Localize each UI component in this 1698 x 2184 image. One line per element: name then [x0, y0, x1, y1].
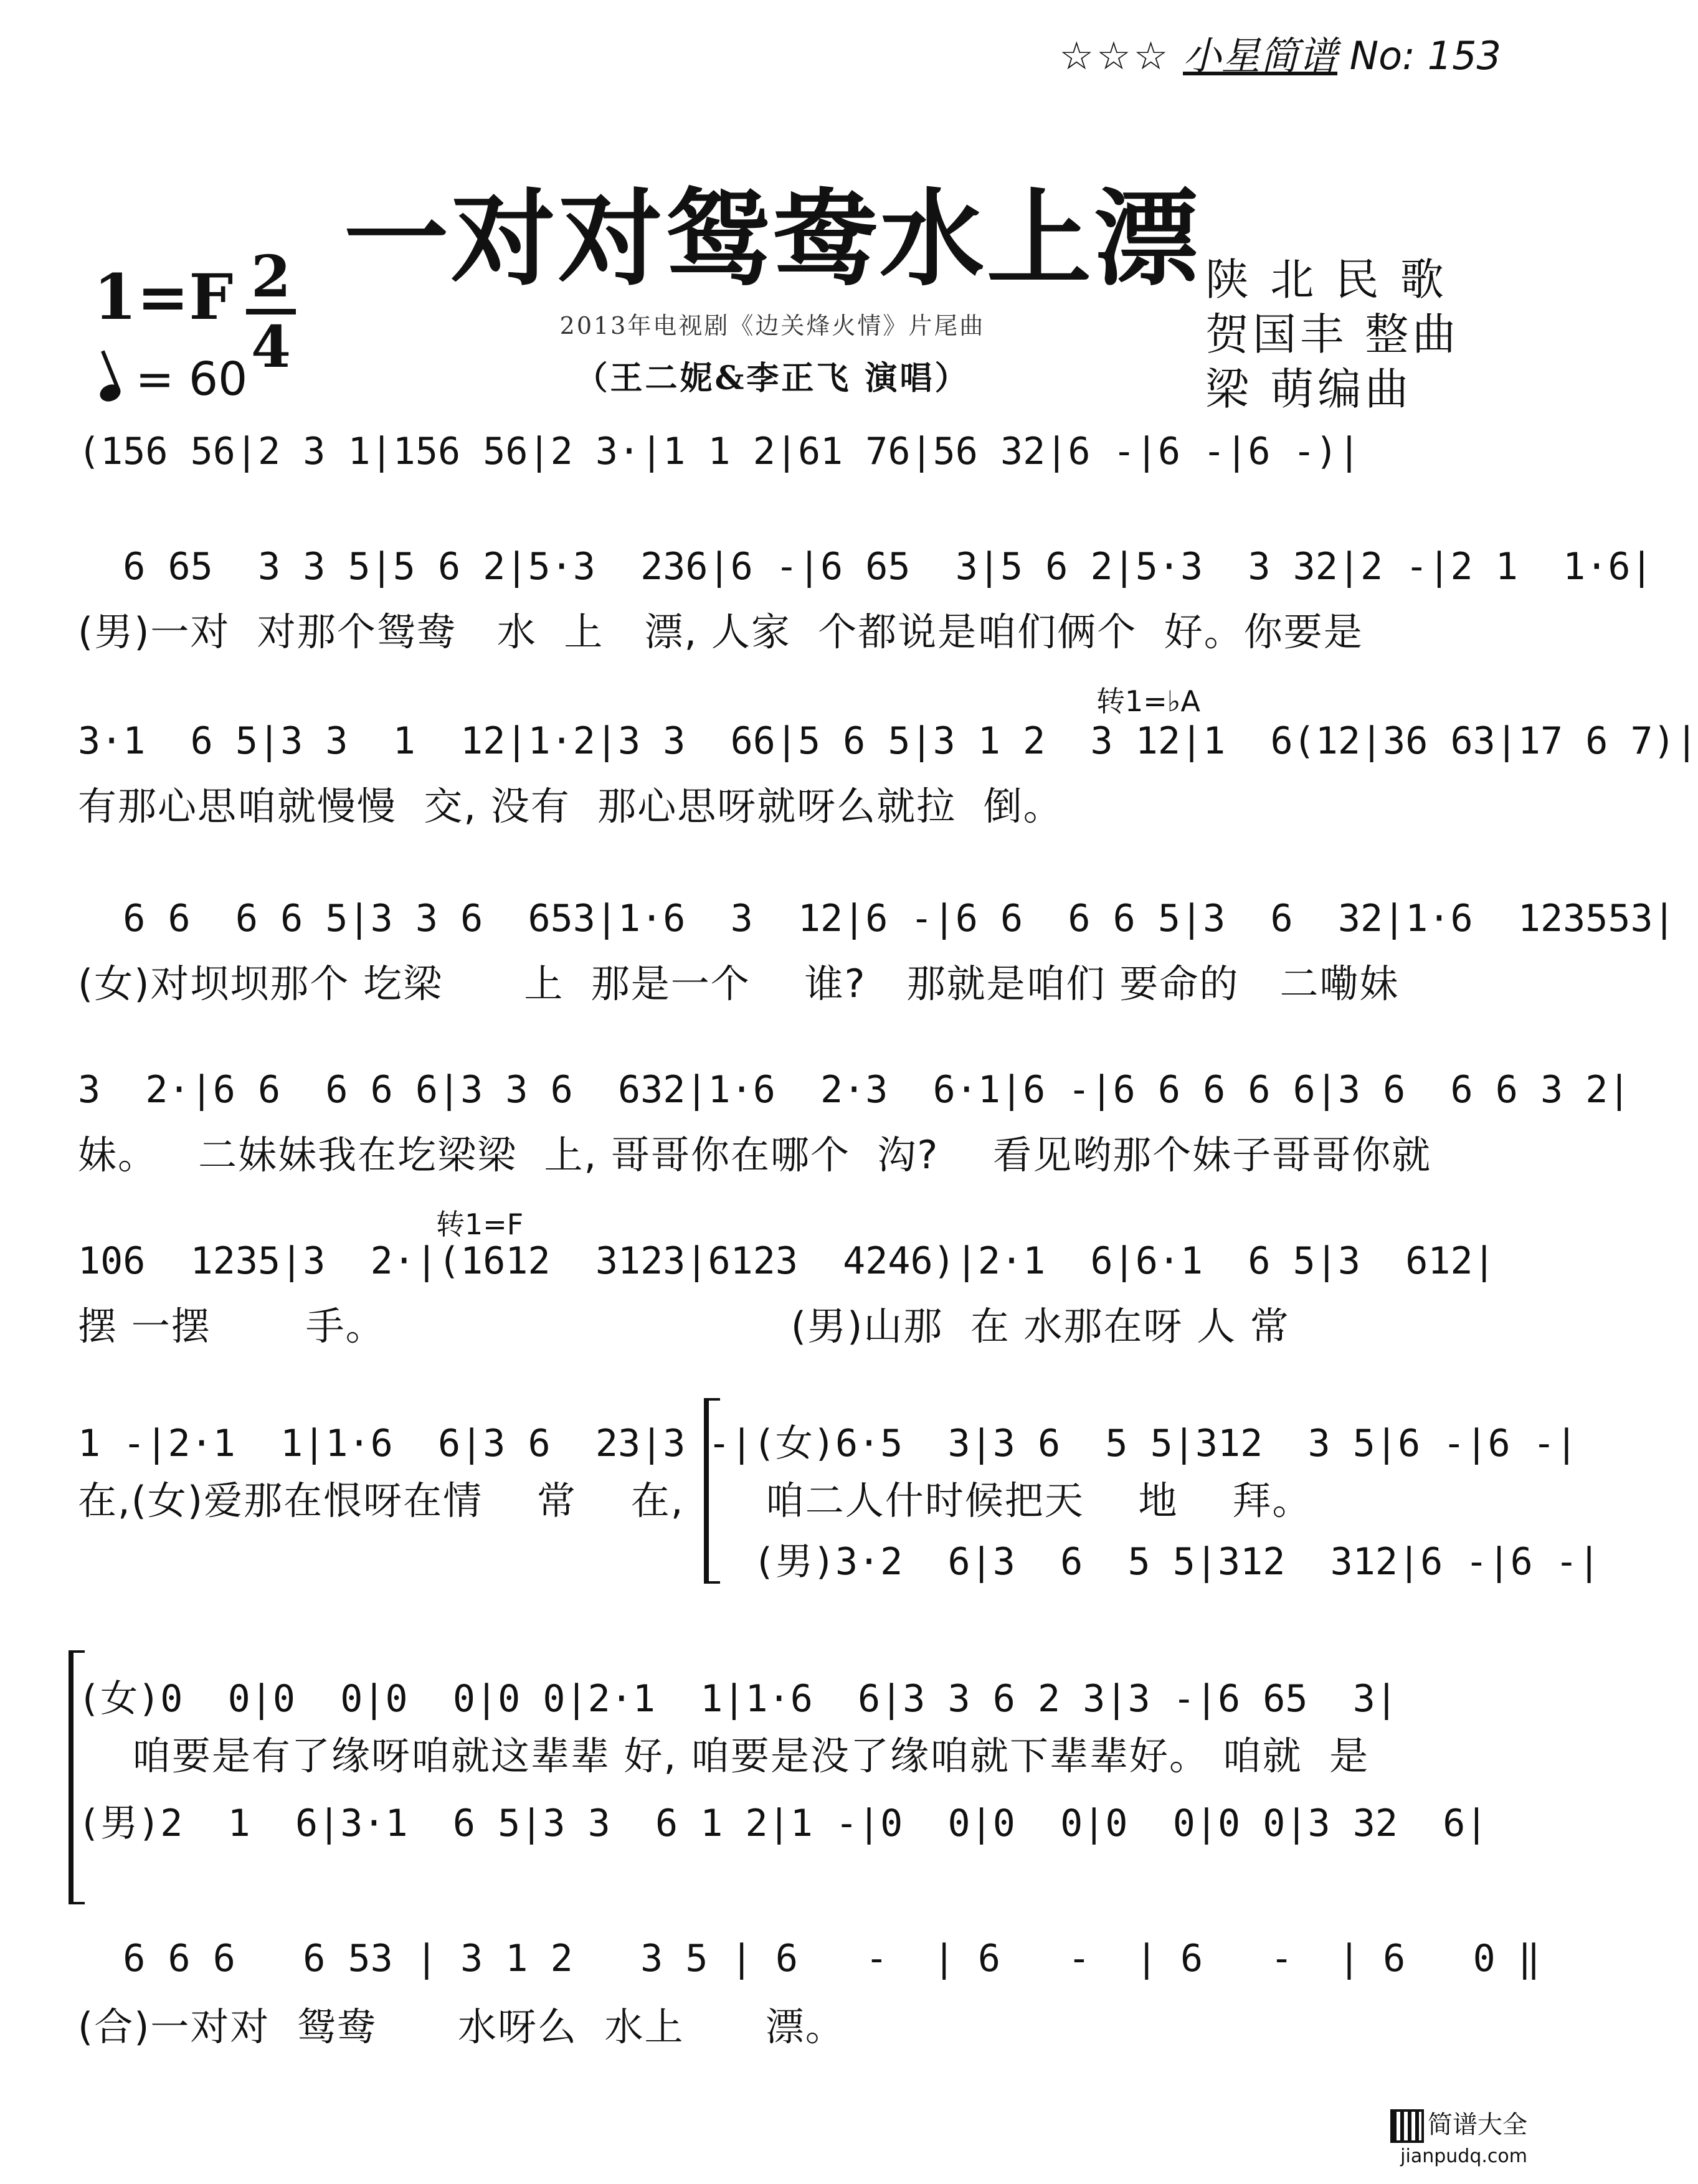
music-line-6: 1 -|2·1 1|1·6 6|3 6 23|3 -|(女)6·5 3|3 6 5 5|312 3 5|6 -|6 -| — [78, 1422, 1578, 1465]
piano-keys-icon — [1390, 2109, 1424, 2143]
header-badge — [1060, 25, 1501, 80]
music-line-7: (女)0 0|0 0|0 0|0 0|2·1 1|1·6 6|3 3 6 2 3|3 -|6 65 3| — [78, 1677, 1398, 1721]
time-numerator: 2 — [250, 243, 291, 310]
time-signature — [246, 243, 296, 381]
modulation-mark-2: 转1=F — [436, 1208, 524, 1241]
performers: （王二妮&李正飞 演唱） — [575, 359, 970, 397]
music-line-7b: (男)2 1 6|3·1 6 5|3 3 6 1 2|1 -|0 0|0 0|0 0|0 0|3 32 6| — [78, 1802, 1488, 1845]
page-title: 一对对鸳鸯水上漂 — [344, 177, 1201, 300]
subtitle: 2013年电视剧《边关烽火情》片尾曲 — [559, 312, 985, 339]
credit-arranger: 贺国丰 整曲 — [1205, 309, 1460, 360]
brand-name: 小星简谱 — [1183, 33, 1338, 78]
music-line-4: 3 2·|6 6 6 6 6|3 3 6 632|1·6 2·3 6·1|6 -|6 6 6 6 6|3 6 6 6 3 2| — [78, 1068, 1631, 1112]
music-line-6b: (男)3·2 6|3 6 5 5|312 312|6 -|6 -| — [78, 1540, 1601, 1584]
star-icons: ☆☆☆ — [1059, 33, 1171, 78]
music-line-1: 6 65 3 3 5|5 6 2|5·3 236|6 -|6 65 3|5 6 2|5·3 3 32|2 -|2 1 1·6| — [78, 545, 1653, 589]
lyric-line-2: 有那心思咱就慢慢 交, 没有 那心思呀就呀么就拉 倒。 — [78, 783, 1063, 829]
music-line-intro: (156 56|2 3 1|156 56|2 3·|1 1 2|61 76|56 32|6 -|6 -|6 -)| — [78, 430, 1361, 473]
credit-origin: 陕 北 民 歌 — [1205, 254, 1448, 305]
site-url: jianpudq.com — [1400, 2145, 1527, 2167]
music-line-2: 3·1 6 5|3 3 1 12|1·2|3 3 66|5 6 5|3 1 2 3 12|1 6(12|36 63|17 6 7)| — [78, 719, 1698, 763]
credit-orchestrator: 梁 萌编曲 — [1205, 364, 1413, 415]
logo-text: 简谱大全 — [1428, 2111, 1527, 2139]
music-line-8: 6 6 6 6 53 | 3 1 2 3 5 | 6 - | 6 - | 6 - | 6 0 ‖ — [78, 1937, 1540, 1980]
score-number: No: 153 — [1349, 33, 1501, 78]
tempo-marking — [100, 352, 247, 406]
lyric-line-3: (女)对坝坝那个 圪梁 上 那是一个 谁? 那就是咱们 要命的 二嘞妹 — [78, 961, 1400, 1006]
quarter-note-icon — [97, 382, 123, 405]
credits — [1205, 252, 1459, 417]
time-denominator: 4 — [250, 313, 291, 381]
key-signature: 1=F — [93, 260, 234, 334]
lyric-line-8: (合)一对对 鸳鸯 水呀么 水上 漂。 — [78, 2004, 845, 2049]
lyric-line-7: 咱要是有了缘呀咱就这辈辈 好, 咱要是没了缘咱就下辈辈好。 咱就 是 — [78, 1733, 1370, 1779]
lyric-line-4: 妹。 二妹妹我在圪梁梁 上, 哥哥你在哪个 沟? 看见哟那个妹子哥哥你就 — [78, 1132, 1432, 1178]
footer-logo — [1390, 2109, 1527, 2170]
music-line-3: 6 6 6 6 5|3 3 6 653|1·6 3 12|6 -|6 6 6 6 5|3 6 32|1·6 123553| — [78, 897, 1676, 940]
lyric-line-6: 在,(女)爱那在恨呀在情 常 在, 咱二人什时候把天 地 拜。 — [78, 1478, 1312, 1523]
tempo-value: = 60 — [135, 352, 248, 406]
lyric-line-1: (男)一对 对那个鸳鸯 水 上 漂, 人家 个都说是咱们俩个 好。你要是 — [78, 609, 1364, 655]
modulation-mark: 转1=♭A — [1096, 684, 1200, 718]
music-line-5: 106 1235|3 2·|(1612 3123|6123 4246)|2·1 6|6·1 6 5|3 612| — [78, 1239, 1496, 1283]
lyric-line-5: 摆 一摆 手。 (男)山那 在 水那在呀 人 常 — [78, 1303, 1290, 1349]
